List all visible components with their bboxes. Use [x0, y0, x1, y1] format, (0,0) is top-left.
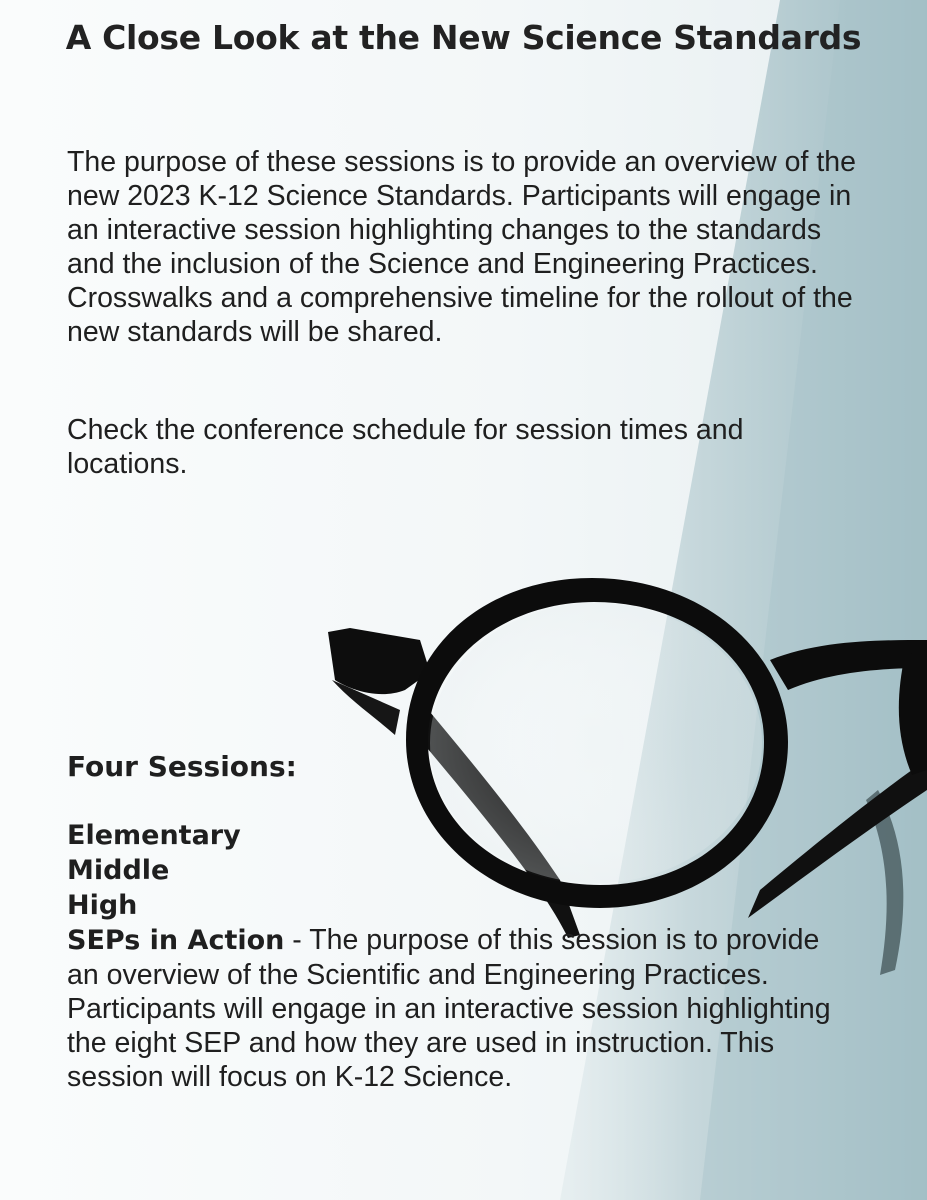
- session-list: [67, 818, 857, 1094]
- session-item: [67, 853, 857, 888]
- session-name: SEPs in Action: [67, 925, 285, 956]
- session-item: [67, 888, 857, 923]
- session-name: High: [67, 890, 138, 921]
- page-title: A Close Look at the New Science Standards: [65, 18, 862, 57]
- session-name: Elementary: [67, 820, 241, 851]
- session-description: - The purpose of this session is to provide an overview of the Scientific and Engineering Practices. Participants will engage in an interactive session highlighting the eight SEP and how they are used in instruction. This session will focus on K-12 Science.: [67, 924, 831, 1093]
- session-item: [67, 923, 857, 1094]
- sessions-section: [67, 750, 857, 1094]
- sessions-heading: Four Sessions:: [67, 750, 297, 783]
- session-name: Middle: [67, 855, 170, 886]
- session-item: [67, 818, 857, 853]
- schedule-note: Check the conference schedule for session times and locations.: [67, 414, 744, 480]
- intro-paragraph: The purpose of these sessions is to provide an overview of the new 2023 K-12 Science Standards. Participants will engage in an interactive session highlighting changes to the standards and the inclusion of the Science and Engineering Practices. Crosswalks and a comprehensive timeline for the rollout of the new standards will be shared.: [67, 146, 856, 348]
